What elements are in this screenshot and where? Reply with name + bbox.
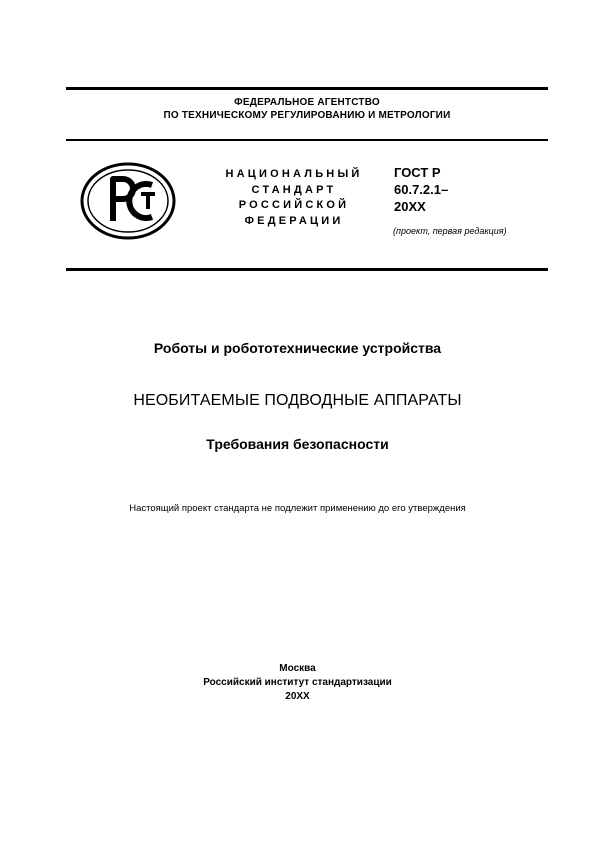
imprint-city: Москва — [279, 663, 316, 674]
standard-designation — [394, 164, 554, 215]
top-rule — [66, 87, 548, 90]
edition-note: (проект, первая редакция) — [393, 226, 507, 236]
document-subject: НЕОБИТАЕМЫЕ ПОДВОДНЫЕ АППАРАТЫ — [133, 392, 462, 409]
designation-line-2: 60.7.2.1– — [394, 182, 449, 197]
pct-certification-mark-icon — [79, 161, 177, 241]
standard-type-line-1: НАЦИОНАЛЬНЫЙ — [225, 168, 363, 180]
draft-notice: Настоящий проект стандарта не подлежит применению до его утверждения — [129, 503, 466, 514]
agency-line-2: ПО ТЕХНИЧЕСКОМУ РЕГУЛИРОВАНИЮ И МЕТРОЛОГИИ — [163, 110, 451, 121]
document-title: Роботы и робототехнические устройства — [153, 340, 442, 356]
national-standard-block — [205, 167, 383, 229]
agency-line-1: ФЕДЕРАЛЬНОЕ АГЕНТСТВО — [234, 97, 380, 108]
designation-line-3: 20XX — [394, 199, 426, 214]
imprint-publisher: Российский институт стандартизации — [203, 677, 392, 688]
standard-type-line-3: РОССИЙСКОЙ — [238, 199, 350, 211]
designation-line-1: ГОСТ Р — [394, 165, 441, 180]
imprint — [0, 662, 595, 704]
standard-type-line-4: ФЕДЕРАЦИИ — [244, 214, 344, 227]
standard-type-line-2: СТАНДАРТ — [251, 183, 337, 196]
middle-rule — [66, 139, 548, 141]
agency-header — [66, 96, 548, 122]
document-part: Требования безопасности — [206, 436, 389, 452]
imprint-year: 20XX — [285, 691, 310, 702]
bottom-rule — [66, 268, 548, 271]
